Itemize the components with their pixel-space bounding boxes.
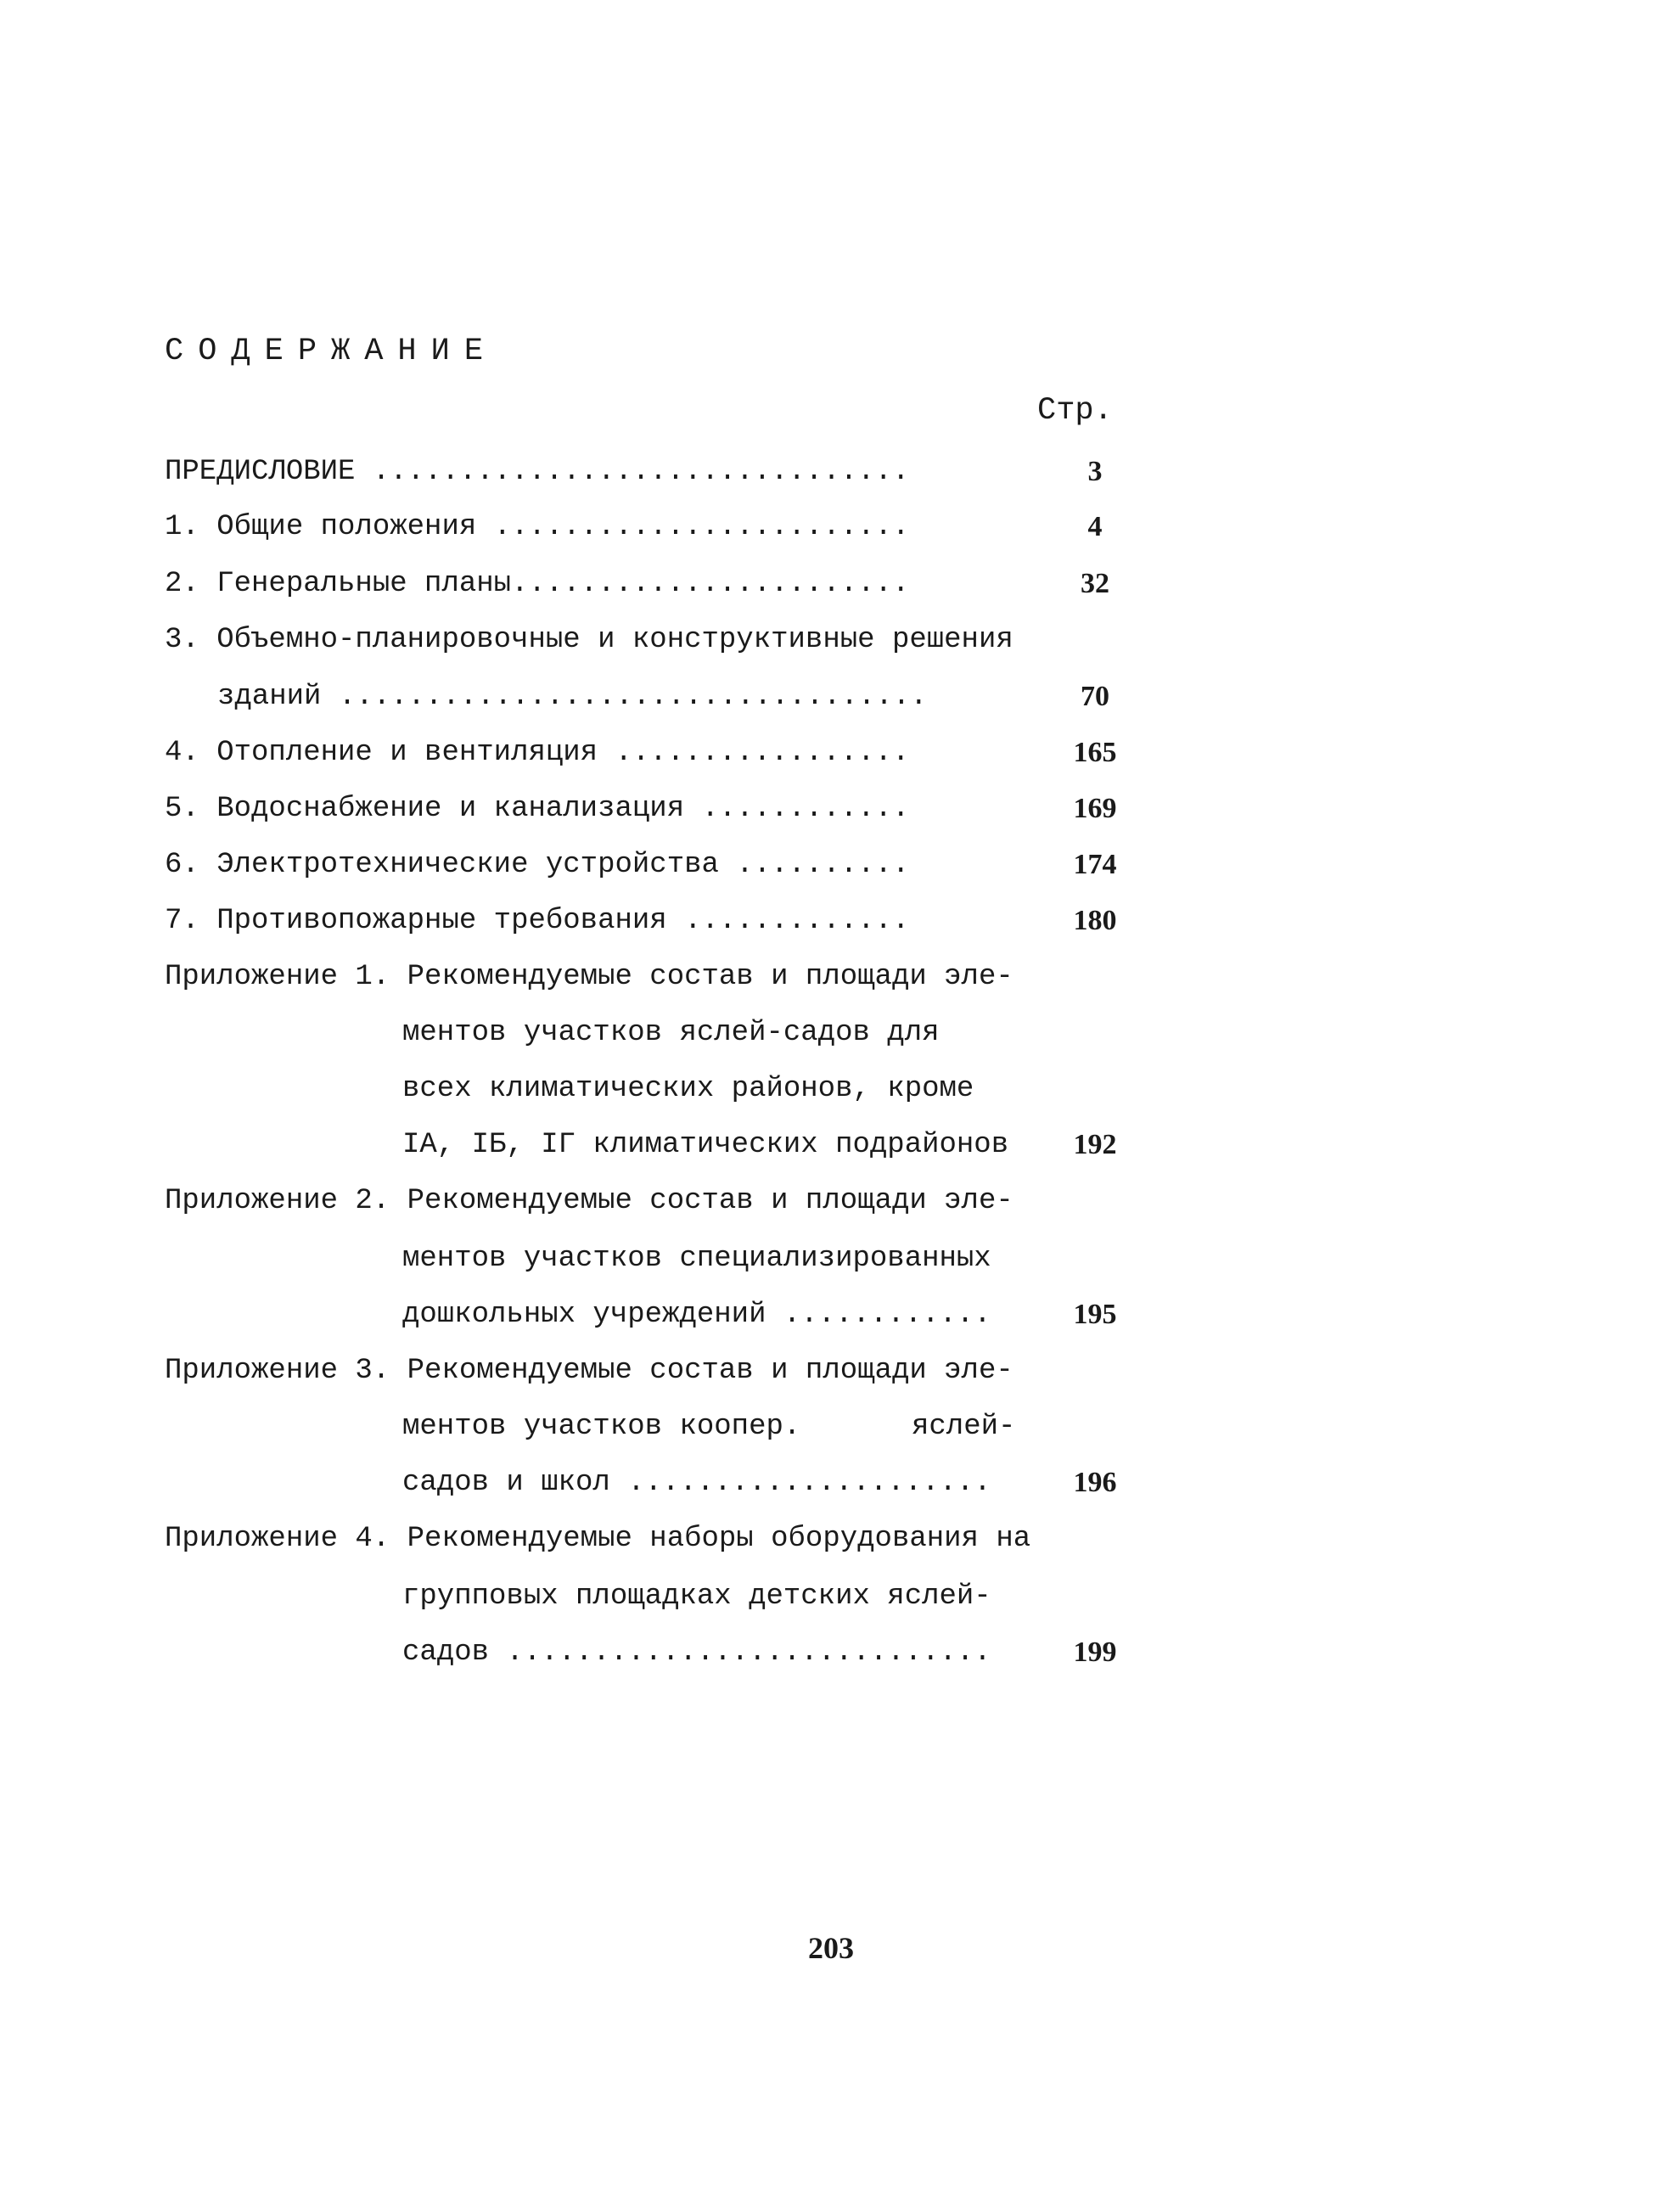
toc-entry-3: 3. Объемно-планировочные и конструктивные решения	[165, 624, 1013, 656]
toc-page-number: 199	[1073, 1637, 1117, 1668]
toc-title: СОДЕРЖАНИЕ	[165, 334, 498, 369]
toc-appendix-4-cont: садов ............................	[402, 1637, 991, 1669]
toc-appendix-2-cont: ментов участков специализированных	[402, 1243, 991, 1275]
page-column-header: Стр.	[1037, 393, 1113, 429]
toc-page-number: 174	[1073, 849, 1117, 880]
toc-page-number: 70	[1081, 681, 1109, 712]
footer-page-number: 203	[808, 1931, 854, 1965]
toc-page-number: 32	[1081, 568, 1109, 599]
toc-appendix-1-cont: ментов участков яслей-садов для	[402, 1017, 940, 1049]
toc-appendix-1-cont: IА, IБ, IГ климатических подрайонов	[402, 1129, 1009, 1161]
toc-appendix-3-cont: ментов участков коопер.	[402, 1411, 801, 1443]
toc-page-number: 169	[1073, 793, 1117, 824]
toc-appendix-3-cont: садов и школ .....................	[402, 1467, 991, 1499]
toc-entry-preface: ПРЕДИСЛОВИЕ ...............................	[165, 456, 910, 488]
toc-appendix-4-cont: групповых площадках детских яслей-	[402, 1580, 991, 1613]
toc-page-number: 195	[1073, 1299, 1117, 1330]
toc-page-number: 4	[1087, 511, 1103, 542]
toc-page-number: 3	[1087, 456, 1103, 487]
toc-page-number: 196	[1073, 1467, 1117, 1498]
toc-entry-4: 4. Отопление и вентиляция .................	[165, 737, 910, 769]
toc-appendix-4: Приложение 4. Рекомендуемые наборы оборудования на	[165, 1523, 1031, 1555]
toc-entry-6: 6. Электротехнические устройства ..........	[165, 849, 910, 881]
toc-appendix-3-cont: яслей-	[912, 1411, 1016, 1443]
toc-entry-5: 5. Водоснабжение и канализация ............	[165, 793, 910, 825]
toc-appendix-2: Приложение 2. Рекомендуемые состав и площади эле-	[165, 1185, 1013, 1217]
toc-entry-1: 1. Общие положения ........................	[165, 511, 910, 543]
toc-entry-7: 7. Противопожарные требования .............	[165, 905, 910, 937]
toc-appendix-1: Приложение 1. Рекомендуемые состав и площади эле-	[165, 961, 1013, 993]
toc-appendix-1-cont: всех климатических районов, кроме	[402, 1073, 974, 1105]
toc-appendix-2-cont: дошкольных учреждений ............	[402, 1299, 991, 1331]
toc-page-number: 180	[1073, 905, 1117, 936]
toc-page-number: 192	[1073, 1129, 1117, 1160]
toc-entry-2: 2. Генеральные планы.......................	[165, 568, 910, 600]
toc-entry-3-cont: зданий ..................................	[217, 681, 928, 713]
toc-appendix-3: Приложение 3. Рекомендуемые состав и площади эле-	[165, 1355, 1013, 1387]
toc-page-number: 165	[1073, 737, 1117, 768]
